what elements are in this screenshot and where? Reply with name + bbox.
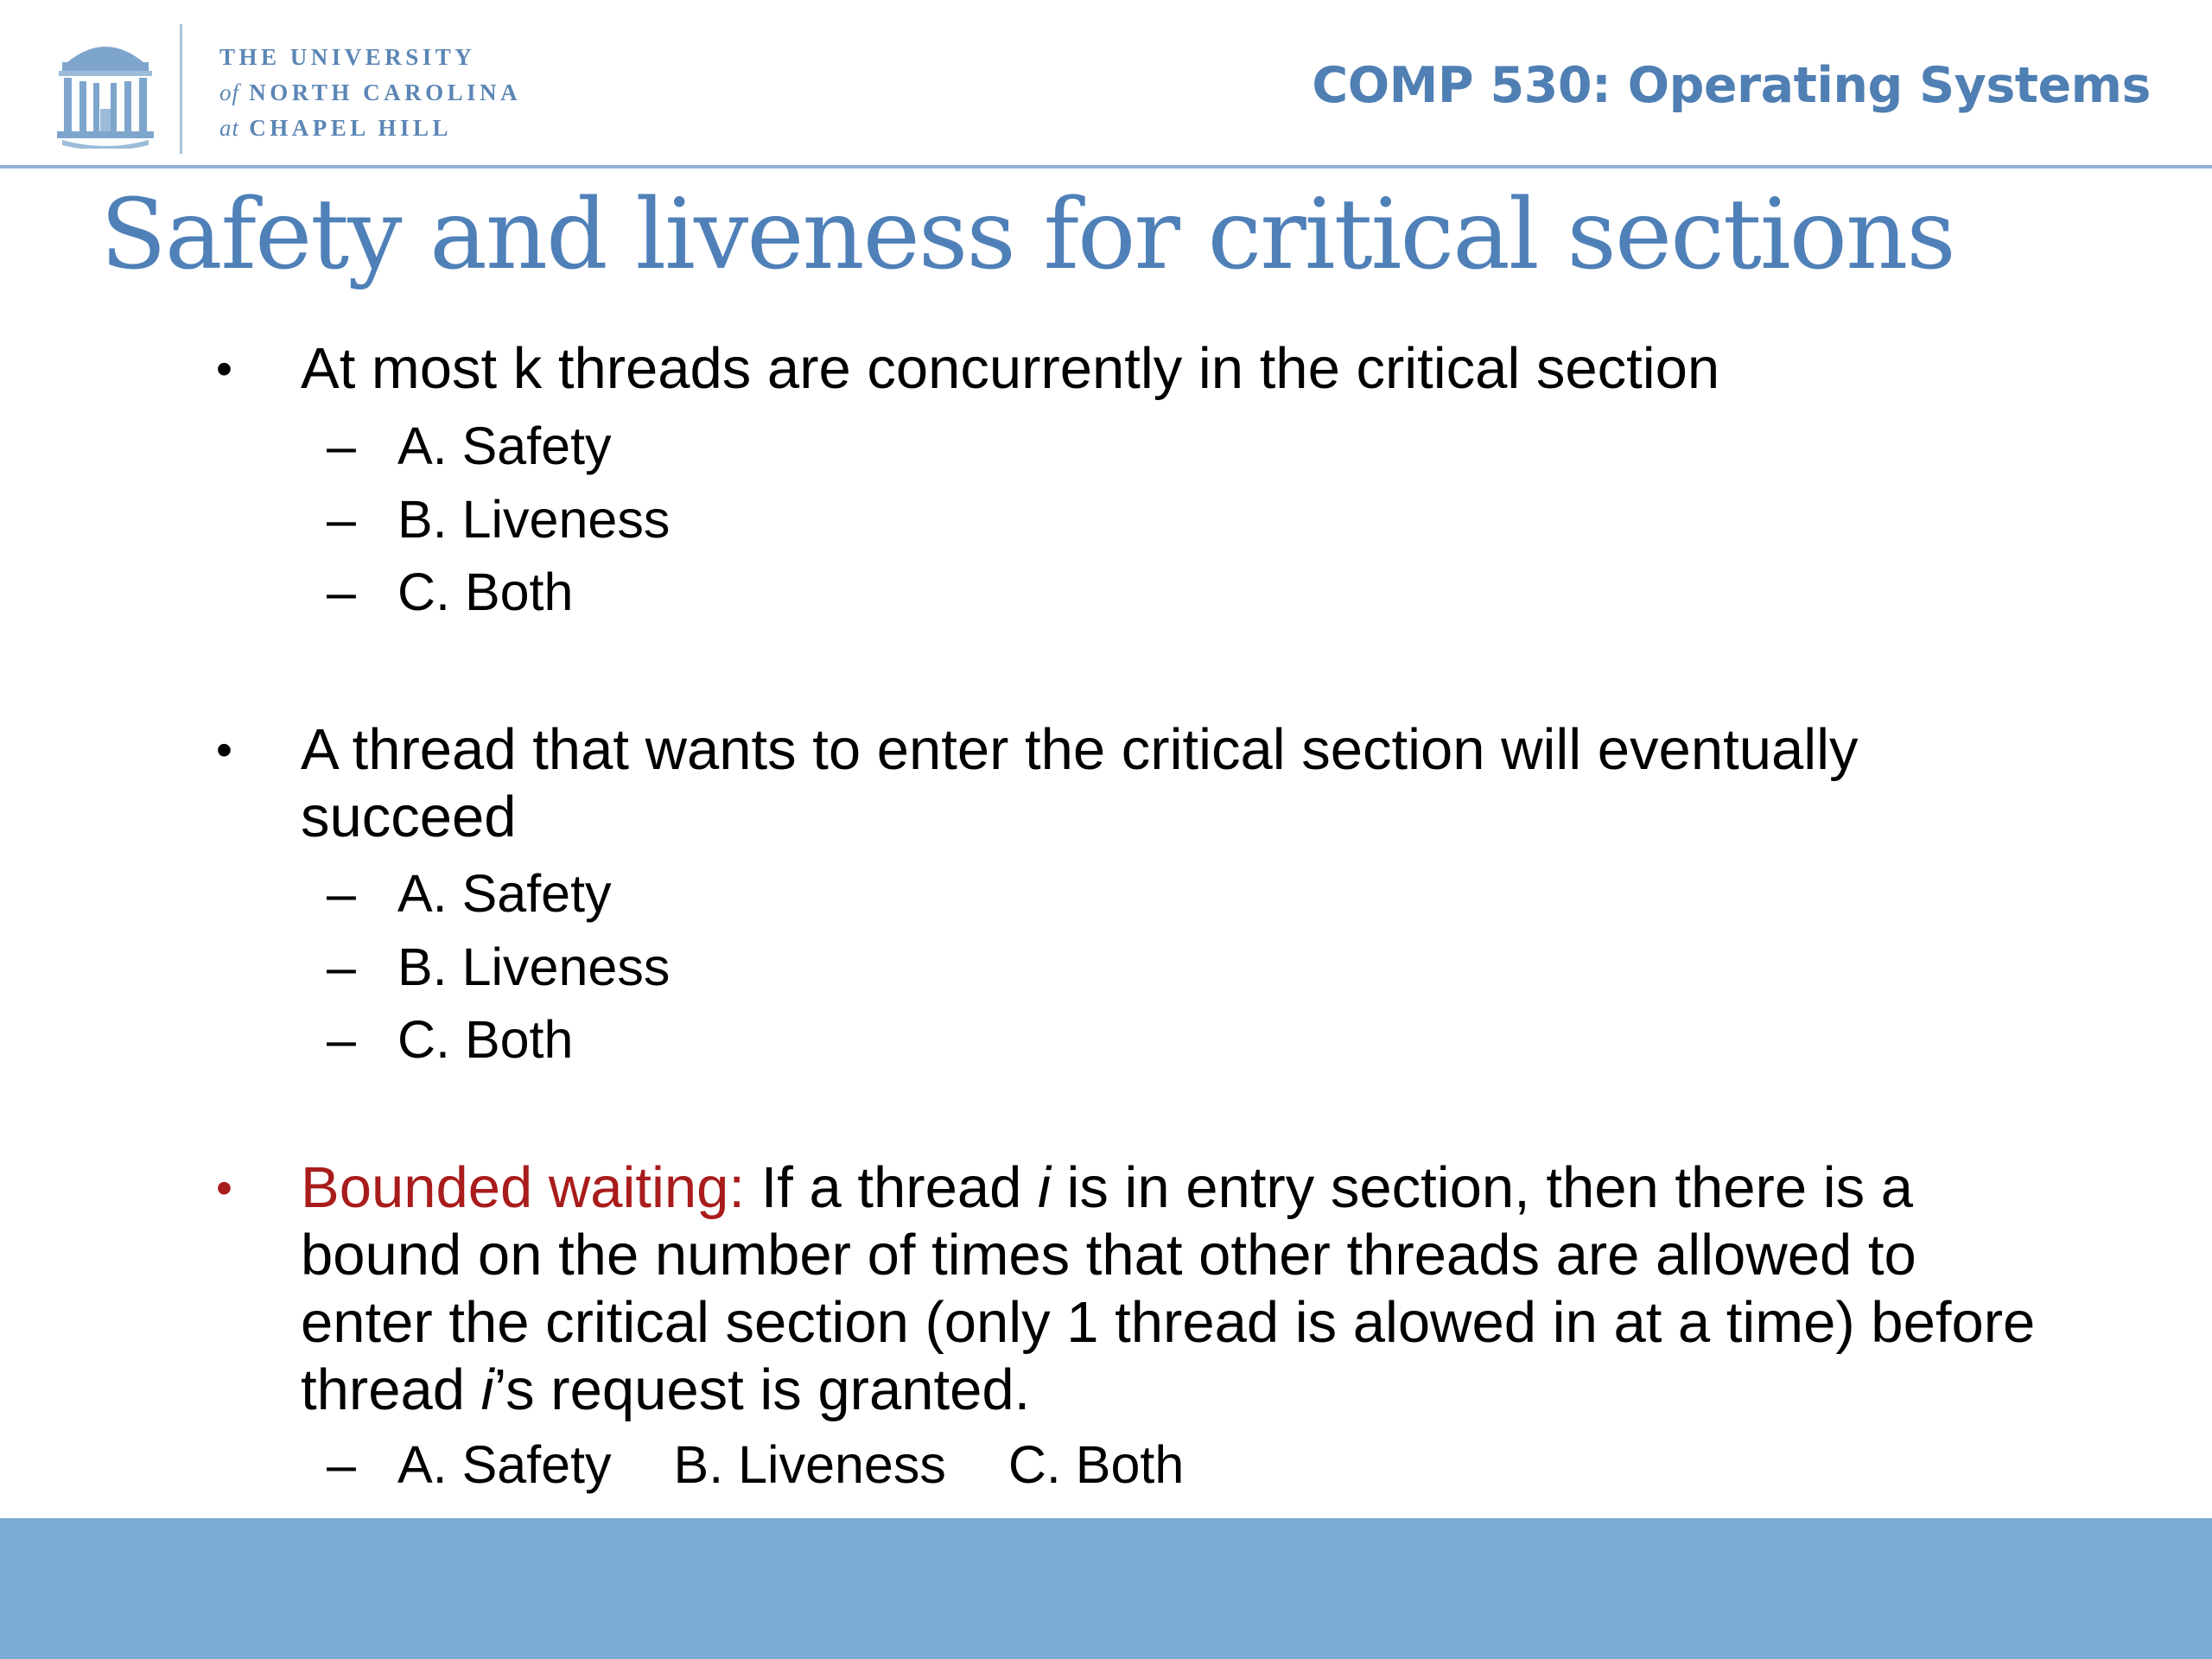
dash: –	[327, 1010, 356, 1069]
question-3-options	[397, 1431, 1246, 1498]
question-1-option-c: C. Both	[397, 563, 574, 621]
dash: –	[327, 490, 356, 549]
university-wordmark	[219, 40, 521, 146]
question-2-option-b: B. Liveness	[397, 938, 671, 996]
question-3-option-c: C. Both	[1007, 1435, 1185, 1494]
old-well-icon	[55, 33, 156, 149]
question-2-option-c: C. Both	[397, 1010, 574, 1069]
variable-i: i	[480, 1357, 494, 1422]
variable-i: i	[1038, 1155, 1051, 1220]
dash: –	[327, 563, 356, 621]
question-3-text-c: ’s request is granted.	[493, 1357, 1031, 1422]
wordmark-nc: NORTH CAROLINA	[249, 79, 522, 105]
footer-band	[0, 1518, 2212, 1659]
bullet-1: •	[216, 343, 232, 395]
slide-title: Safety and liveness for critical sections	[100, 179, 1955, 291]
dash: –	[327, 864, 356, 923]
bullet-2: •	[216, 724, 232, 776]
course-title: COMP 530: Operating Systems	[1312, 57, 2151, 114]
wordmark-at: at	[219, 115, 240, 141]
question-3-text-b: is in entry section, then there is a bound on the number of times that other threads are allowed to enter the critical section (only 1 thread is alowed in at a time) before thread	[301, 1155, 2036, 1422]
wordmark-line-2	[219, 75, 521, 111]
logo-divider	[180, 24, 182, 154]
wordmark-line-3	[219, 111, 521, 146]
question-1-option-a: A. Safety	[397, 416, 612, 475]
question-1-option-b: B. Liveness	[397, 490, 671, 549]
question-3-option-a: A. Safety	[397, 1435, 612, 1494]
bullet-3: •	[216, 1162, 232, 1214]
header-rule	[0, 165, 2212, 168]
question-1-text: At most k threads are concurrently in the critical section	[301, 336, 1720, 401]
dash: –	[327, 1435, 356, 1494]
question-3-text-a: If a thread	[760, 1155, 1022, 1220]
bounded-waiting-term: Bounded waiting:	[301, 1155, 746, 1220]
question-2-text: A thread that wants to enter the critical section will eventually succeed	[301, 717, 1859, 849]
dash: –	[327, 938, 356, 996]
wordmark-line-1: THE UNIVERSITY	[219, 44, 476, 70]
question-2-option-a: A. Safety	[397, 864, 612, 923]
wordmark-of: of	[219, 79, 240, 105]
dash: –	[327, 416, 356, 475]
question-3-text	[301, 1154, 2037, 1424]
question-3-option-b: B. Liveness	[673, 1435, 946, 1494]
wordmark-ch: CHAPEL HILL	[249, 115, 453, 141]
